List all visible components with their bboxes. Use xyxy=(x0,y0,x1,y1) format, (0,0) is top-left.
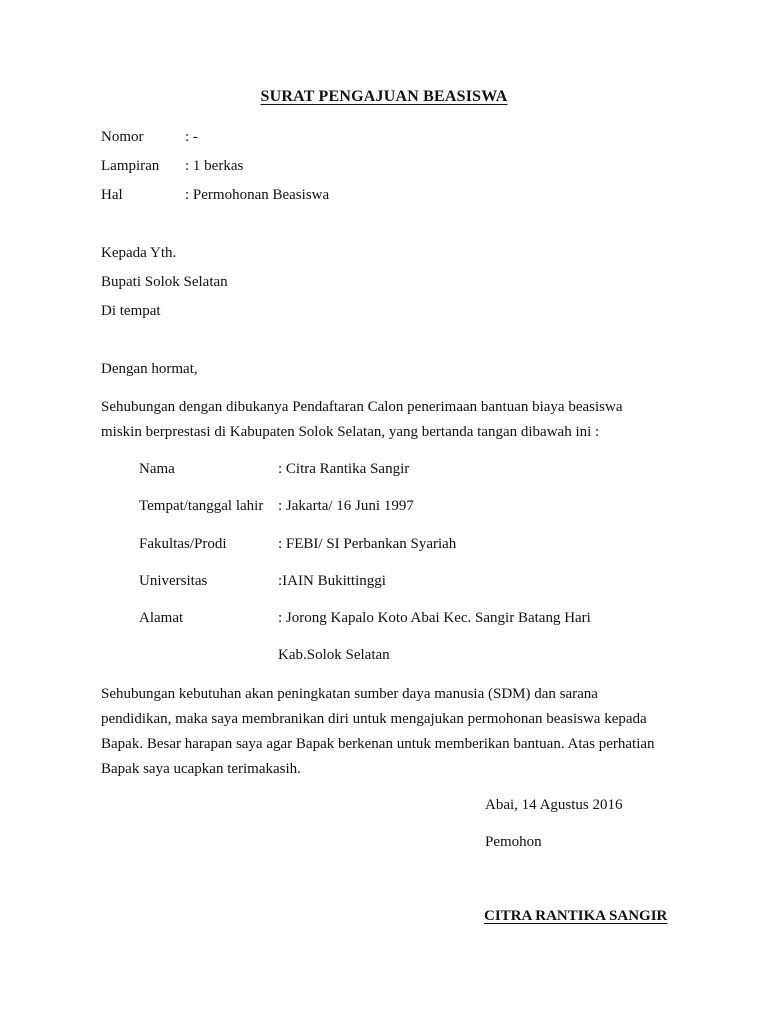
intro-line-2: miskin berprestasi di Kabupaten Solok Selatan, yang bertanda tangan dibawah ini : xyxy=(101,424,600,440)
signer-role: Pemohon xyxy=(485,834,542,850)
signer-name: CITRA RANTIKA SANGIR xyxy=(484,908,668,924)
applicant-value-prodi: : FEBI/ SI Perbankan Syariah xyxy=(278,536,457,552)
applicant-label-ttl: Tempat/tanggal lahir xyxy=(139,498,264,514)
field-label-lampiran: Lampiran xyxy=(101,158,160,174)
body-line-2: pendidikan, maka saya membranikan diri untuk mengajukan permohonan beasiswa kepada xyxy=(101,711,647,727)
recipient-line-2: Bupati Solok Selatan xyxy=(101,274,228,290)
field-value-lampiran: : 1 berkas xyxy=(185,158,244,174)
applicant-label-universitas: Universitas xyxy=(139,573,208,589)
applicant-value-universitas: :IAIN Bukittinggi xyxy=(278,573,386,589)
intro-line-1: Sehubungan dengan dibukanya Pendaftaran Calon penerimaan bantuan biaya beasiswa xyxy=(101,399,623,415)
applicant-address-continued: Kab.Solok Selatan xyxy=(278,647,390,663)
letter-title-text: SURAT PENGAJUAN BEASISWA xyxy=(260,88,508,105)
recipient-line-3: Di tempat xyxy=(101,303,161,319)
field-label-nomor: Nomor xyxy=(101,129,144,145)
applicant-value-alamat: : Jorong Kapalo Koto Abai Kec. Sangir Batang Hari xyxy=(278,610,591,626)
body-line-1: Sehubungan kebutuhan akan peningkatan sumber daya manusia (SDM) dan sarana xyxy=(101,686,598,702)
field-value-hal: : Permohonan Beasiswa xyxy=(185,187,330,203)
applicant-label-alamat: Alamat xyxy=(139,610,184,626)
field-value-nomor: : - xyxy=(185,129,198,145)
body-line-3: Bapak. Besar harapan saya agar Bapak berkenan untuk memberikan bantuan. Atas perhatian xyxy=(101,736,655,752)
greeting: Dengan hormat, xyxy=(101,361,198,377)
letter-title xyxy=(0,88,768,106)
field-label-hal: Hal xyxy=(101,187,123,203)
applicant-value-nama: : Citra Rantika Sangir xyxy=(278,461,410,477)
place-date: Abai, 14 Agustus 2016 xyxy=(485,797,623,813)
recipient-line-1: Kepada Yth. xyxy=(101,245,177,261)
applicant-label-prodi: Fakultas/Prodi xyxy=(139,536,227,552)
applicant-value-ttl: : Jakarta/ 16 Juni 1997 xyxy=(278,498,414,514)
applicant-label-nama: Nama xyxy=(139,461,175,477)
body-line-4: Bapak saya ucapkan terimakasih. xyxy=(101,761,301,777)
